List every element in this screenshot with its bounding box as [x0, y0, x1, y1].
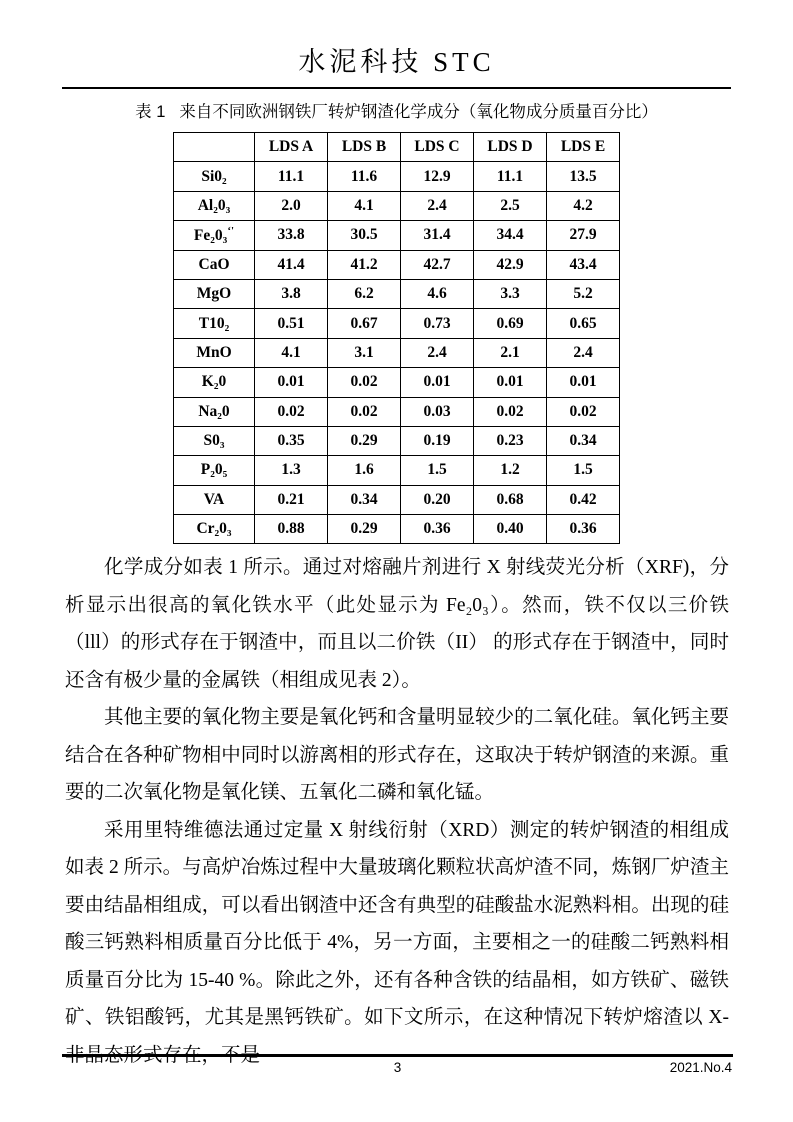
column-header: LDS D — [474, 133, 547, 162]
table-cell: 42.9 — [474, 250, 547, 279]
oxide-label: Cr₂0₃ — [174, 515, 255, 544]
composition-table — [173, 132, 620, 544]
table-cell: 1.6 — [328, 456, 401, 485]
page-number: 3 — [393, 1060, 402, 1075]
table-row — [174, 338, 620, 367]
table-cell: 0.51 — [255, 309, 328, 338]
oxide-label: Fe₂0₃‘' — [174, 221, 255, 250]
table-cell: 11.6 — [328, 162, 401, 191]
oxide-label: Al₂0₃ — [174, 191, 255, 220]
oxide-label: P₂0₅ — [174, 456, 255, 485]
table-row — [174, 309, 620, 338]
table-cell: 2.4 — [401, 338, 474, 367]
table-cell: 0.67 — [328, 309, 401, 338]
table-cell: 0.21 — [255, 485, 328, 514]
table-cell: 0.02 — [547, 397, 620, 426]
table-row — [174, 456, 620, 485]
table-caption-label: 表 1 — [135, 103, 166, 121]
oxide-label: CaO — [174, 250, 255, 279]
table-row — [174, 162, 620, 191]
table-cell: 0.36 — [401, 515, 474, 544]
table-cell: 0.29 — [328, 515, 401, 544]
table-cell: 0.01 — [474, 368, 547, 397]
article-body — [65, 549, 729, 1074]
table-cell: 2.0 — [255, 191, 328, 220]
table-cell: 11.1 — [474, 162, 547, 191]
table-cell: 5.2 — [547, 279, 620, 308]
oxide-label: Si0₂ — [174, 162, 255, 191]
table-row — [174, 426, 620, 455]
table-cell: 43.4 — [547, 250, 620, 279]
column-header: LDS B — [328, 133, 401, 162]
table-cell: 0.01 — [401, 368, 474, 397]
journal-title: 水泥科技 STC — [298, 47, 495, 77]
table-cell: 0.69 — [474, 309, 547, 338]
page-header — [0, 0, 793, 89]
table-cell: 0.36 — [547, 515, 620, 544]
table-cell: 1.3 — [255, 456, 328, 485]
column-header — [174, 133, 255, 162]
table-row — [174, 221, 620, 250]
table-cell: 0.40 — [474, 515, 547, 544]
table-cell: 4.1 — [255, 338, 328, 367]
table-cell: 3.3 — [474, 279, 547, 308]
oxide-label: T10₂ — [174, 309, 255, 338]
table-cell: 0.03 — [401, 397, 474, 426]
table-cell: 0.35 — [255, 426, 328, 455]
table-cell: 27.9 — [547, 221, 620, 250]
table-cell: 2.4 — [401, 191, 474, 220]
table-cell: 0.23 — [474, 426, 547, 455]
oxide-label: K₂0 — [174, 368, 255, 397]
table-cell: 4.1 — [328, 191, 401, 220]
table-cell: 41.4 — [255, 250, 328, 279]
column-header: LDS E — [547, 133, 620, 162]
column-header: LDS C — [401, 133, 474, 162]
table-row — [174, 515, 620, 544]
oxide-label-mark: ‘' — [227, 225, 235, 238]
table-row — [174, 191, 620, 220]
oxide-label: Na₂0 — [174, 397, 255, 426]
table-cell: 0.02 — [255, 397, 328, 426]
table-row — [174, 250, 620, 279]
table-cell: 0.02 — [328, 397, 401, 426]
table-cell: 33.8 — [255, 221, 328, 250]
page-footer — [62, 1060, 733, 1080]
header-rule — [62, 87, 731, 89]
table-cell: 3.1 — [328, 338, 401, 367]
table-cell: 12.9 — [401, 162, 474, 191]
table-row — [174, 485, 620, 514]
oxide-label: MgO — [174, 279, 255, 308]
table-header-row — [174, 133, 620, 162]
oxide-label: MnO — [174, 338, 255, 367]
table-cell: 1.2 — [474, 456, 547, 485]
table-cell: 30.5 — [328, 221, 401, 250]
table-cell: 1.5 — [547, 456, 620, 485]
table-cell: 0.29 — [328, 426, 401, 455]
table-cell: 3.8 — [255, 279, 328, 308]
table-cell: 0.65 — [547, 309, 620, 338]
table-cell: 11.1 — [255, 162, 328, 191]
table-cell: 13.5 — [547, 162, 620, 191]
table-row — [174, 368, 620, 397]
table-cell: 0.73 — [401, 309, 474, 338]
table-cell: 2.1 — [474, 338, 547, 367]
body-paragraph: 采用里特维德法通过定量 X 射线衍射（XRD）测定的转炉钢渣的相组成如表 2 所示。与高炉冶炼过程中大量玻璃化颗粒状高炉渣不同，炼钢厂炉渣主要由结晶相组成，可以看出钢渣中还含有典型的硅酸盐水泥熟料相。出现的硅酸三钙熟料相质量百分比低于 4%，另一方面，主要相之一的硅酸二钙熟料相质量百分比为 15-40 %。除此之外，还有各种含铁的结晶相，如方铁矿、磁铁矿、铁铝酸钙，尤其是黑钙铁矿。如下文所示，在这种情况下转炉熔渣以 X-非晶态形式存在，不是 — [65, 819, 729, 1066]
table-cell: 0.34 — [328, 485, 401, 514]
table-cell: 2.5 — [474, 191, 547, 220]
body-paragraph: 化学成分如表 1 所示。通过对熔融片剂进行 X 射线荧光分析（XRF)，分析显示出很高的氧化铁水平（此处显示为 Fe₂0₃）。然而，铁不仅以三价铁（lll）的形式存在于钢渣中，而且以二价铁（II） 的形式存在于钢渣中，同时还含有极少量的金属铁（相组成见表 2）。 — [65, 557, 729, 691]
column-header: LDS A — [255, 133, 328, 162]
table-cell: 31.4 — [401, 221, 474, 250]
table-cell: 0.68 — [474, 485, 547, 514]
oxide-label: VA — [174, 485, 255, 514]
table-cell: 0.02 — [474, 397, 547, 426]
table-cell: 0.01 — [547, 368, 620, 397]
table-cell: 6.2 — [328, 279, 401, 308]
body-paragraph: 其他主要的氧化物主要是氧化钙和含量明显较少的二氧化硅。氧化钙主要结合在各种矿物相中同时以游离相的形式存在，这取决于转炉钢渣的来源。重要的二次氧化物是氧化镁、五氧化二磷和氧化锰。 — [65, 707, 729, 804]
table-cell: 0.20 — [401, 485, 474, 514]
table-caption-text: 来自不同欧洲钢铁厂转炉钢渣化学成分（氧化物成分质量百分比） — [179, 103, 658, 121]
table-cell: 42.7 — [401, 250, 474, 279]
table-cell: 0.34 — [547, 426, 620, 455]
table-row — [174, 397, 620, 426]
table-cell: 0.19 — [401, 426, 474, 455]
oxide-label: S0₃ — [174, 426, 255, 455]
table-cell: 4.2 — [547, 191, 620, 220]
table-cell: 2.4 — [547, 338, 620, 367]
table-cell: 0.88 — [255, 515, 328, 544]
footer-rule — [62, 1054, 733, 1057]
table-row — [174, 279, 620, 308]
table-cell: 41.2 — [328, 250, 401, 279]
table-caption — [0, 101, 793, 123]
issue-label: 2021.No.4 — [669, 1060, 732, 1075]
table-cell: 4.6 — [401, 279, 474, 308]
table-cell: 1.5 — [401, 456, 474, 485]
table-cell: 34.4 — [474, 221, 547, 250]
table-cell: 0.01 — [255, 368, 328, 397]
table-cell: 0.42 — [547, 485, 620, 514]
table-cell: 0.02 — [328, 368, 401, 397]
